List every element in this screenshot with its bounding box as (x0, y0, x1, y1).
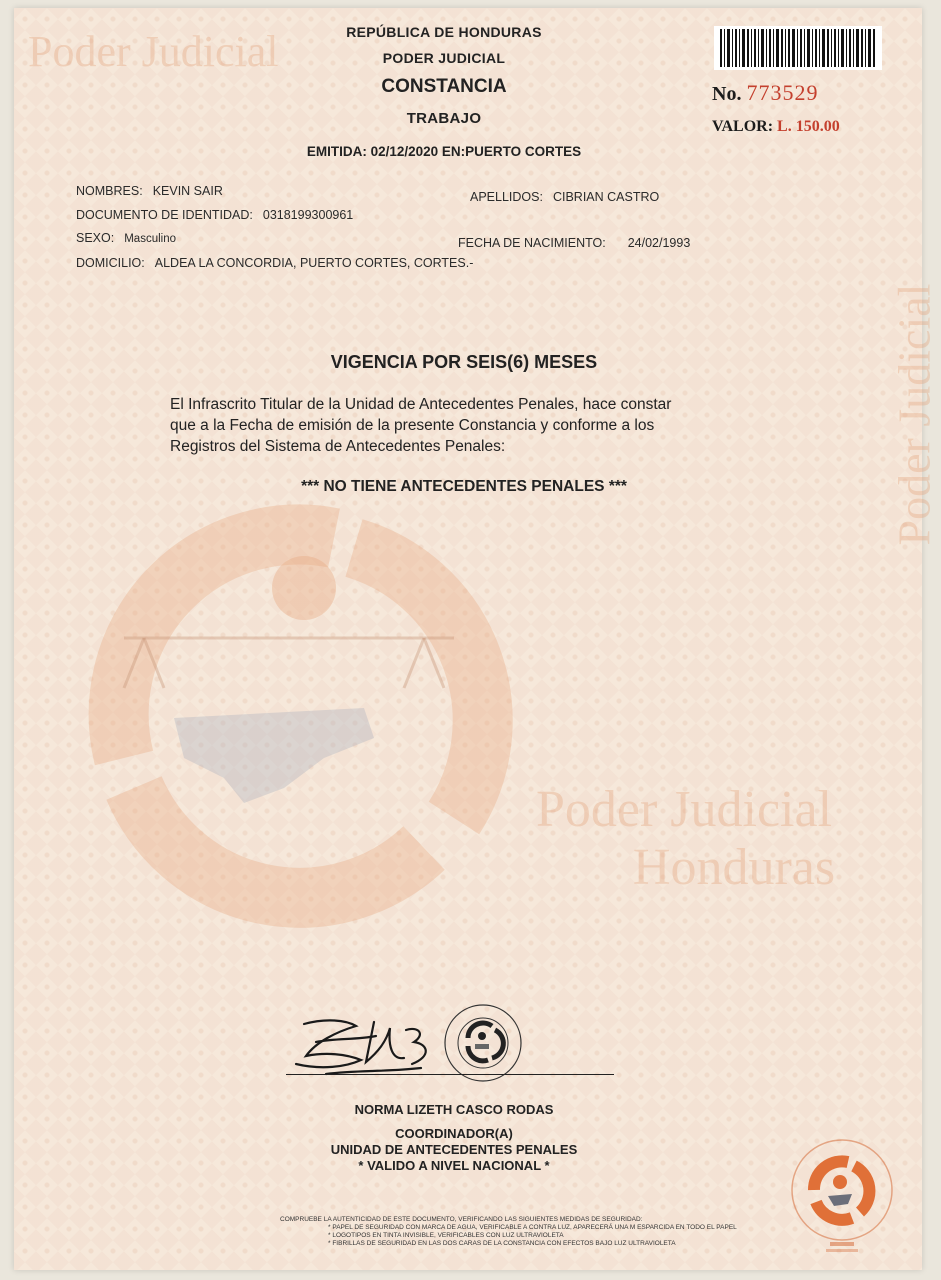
security-note-line: COMPRUEBE LA AUTENTICIDAD DE ESTE DOCUMENTO, VERIFICANDO LAS SIGUIENTES MEDIDAS DE SEGURIDAD: (280, 1216, 643, 1223)
certificate-paper (14, 8, 940, 1270)
serial-label: No. (712, 83, 742, 105)
watermark-right-vertical: Poder Judicial (888, 283, 940, 546)
id-value: 0318199300961 (262, 208, 354, 222)
security-notes (280, 1216, 840, 1248)
valor (712, 118, 892, 136)
field-id (76, 208, 353, 222)
sex-label: SEXO: (76, 231, 115, 245)
surnames-value: CIBRIAN CASTRO (552, 190, 660, 204)
watermark-bottom-line1: Poder Judicial (535, 781, 833, 838)
serial-number (712, 80, 892, 106)
statement-line: que a la Fecha de emisión de la presente Constancia y conforme a los (170, 417, 655, 434)
document-purpose: TRABAJO (406, 110, 482, 127)
field-sex (76, 231, 176, 245)
surnames-label: APELLIDOS: (470, 190, 543, 204)
address-value: ALDEA LA CONCORDIA, PUERTO CORTES, CORTES.- (154, 256, 474, 270)
fiscalia-orange-seal (786, 1132, 898, 1258)
signer-role: COORDINADOR(A) (395, 1126, 513, 1141)
watermark-bottom-line2: Honduras (632, 839, 836, 896)
statement-line: Registros del Sistema de Antecedentes Penales: (170, 438, 506, 455)
institution-heading: PODER JUDICIAL (382, 50, 506, 66)
result-text: *** NO TIENE ANTECEDENTES PENALES *** (301, 478, 627, 495)
validity-scope: * VALIDO A NIVEL NACIONAL * (358, 1158, 550, 1173)
watermark-top-left: Poder Judicial (28, 27, 279, 76)
barcode-icon (720, 29, 876, 67)
signer-name: NORMA LIZETH CASCO RODAS (354, 1102, 554, 1117)
statement-line: El Infrascrito Titular de la Unidad de Antecedentes Penales, hace constar (170, 396, 672, 413)
field-surnames (470, 190, 659, 204)
names-value: KEVIN SAIR (152, 184, 223, 198)
signature-line (286, 1074, 614, 1075)
valor-amount: L. 150.00 (777, 118, 840, 135)
id-label: DOCUMENTO DE IDENTIDAD: (76, 208, 253, 222)
serial-value: 773529 (746, 80, 819, 105)
sex-value: Masculino (124, 233, 176, 245)
field-dob (458, 236, 690, 250)
security-note-line: * PAPEL DE SEGURIDAD CON MARCA DE AGUA, VERIFICABLE A CONTRA LUZ, APARECERÁ UNA M ESPARCIDA EN TODO EL PAPEL (328, 1224, 737, 1231)
issue-info: EMITIDA: 02/12/2020 EN:PUERTO CORTES (306, 144, 582, 159)
judicial-emblem-watermark (34, 458, 554, 918)
barcode (714, 26, 882, 70)
handwritten-signature (286, 1012, 446, 1082)
security-note-line: * FIBRILLAS DE SEGURIDAD EN LAS DOS CARAS DE LA CONSTANCIA CON EFECTOS BAJO LUZ ULTRAVIOLETA (328, 1240, 676, 1247)
unit-seal-stamp (442, 1002, 524, 1084)
validity-heading: VIGENCIA POR SEIS(6) MESES (330, 352, 598, 372)
address-label: DOMICILIO: (76, 256, 145, 270)
document-title: CONSTANCIA (381, 76, 507, 97)
field-names (76, 184, 223, 198)
dob-value: 24/02/1993 (627, 236, 691, 250)
dob-label: FECHA DE NACIMIENTO: (458, 236, 606, 250)
statement-paragraph (170, 394, 790, 457)
country-heading: REPÚBLICA DE HONDURAS (346, 24, 542, 40)
signer-unit: UNIDAD DE ANTECEDENTES PENALES (330, 1142, 578, 1157)
valor-label: VALOR: (712, 118, 774, 135)
security-note-line: * LOGOTIPOS EN TINTA INVISIBLE, VERIFICABLES CON LUZ ULTRAVIOLETA (328, 1232, 564, 1239)
names-label: NOMBRES: (76, 184, 143, 198)
field-address (76, 256, 473, 270)
